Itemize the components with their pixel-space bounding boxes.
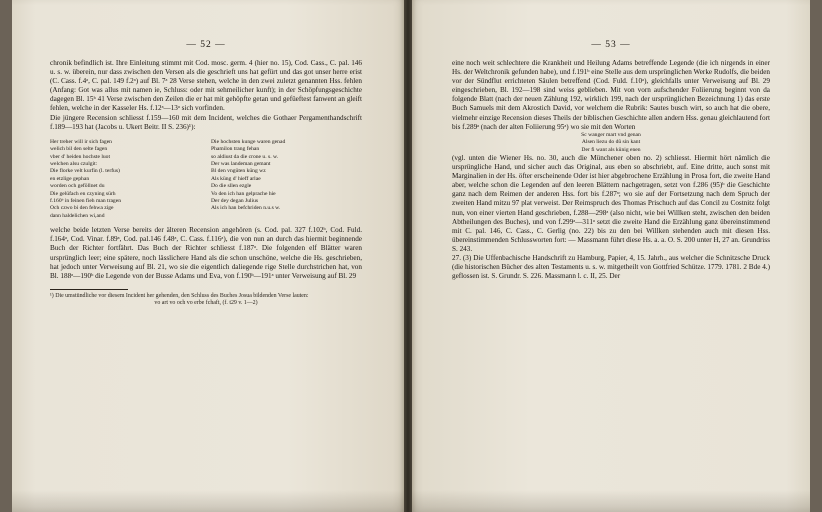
verse-line: Die hochsten kunge waren genad	[211, 138, 286, 145]
right-page-textblock	[452, 40, 770, 281]
right-page-folio: — 53 —	[591, 40, 631, 50]
verse-line: so aldiust da die crone u. s. w.	[211, 153, 279, 160]
left-page-folio: — 52 —	[186, 40, 226, 50]
verse-line: Bl den vngüten küng wz	[211, 168, 266, 175]
left-footnote	[50, 293, 362, 308]
verse-line: Sc wanger mart vnd genan	[581, 131, 641, 138]
left-paragraph-3: welche beide letzten Verse bereits der älteren Recension angehören (s. Cod. pal. 327 f.102ᵇ, Cod. Fuld. f.164ᵃ, Cod. Vinar. f.89ᵃ, Cod. pal.146 f.48ᵃ, C. Cass. f.116ᵃ), die von nun an durch das hiermit beginnende Buch der Richter fortfährt. Das Buch der Richter schliesst f.187ᵃ. Die folgenden elf Blätter waren ursprünglich leer; eine spätere, noch lässlichere Hand als die schon unschöne, welche die Hs. geschrieben, hat jedoch unter Verweisung auf Bl. 21, wo sie die eigentlich daliegende rige Stelle durchstrichen hat, von Bl. 188ᵃ—190ᵇ die Legende von der Busse Adams und Eva, von f.190ᵇ—191ᵃ unter Verweisung auf Bl. 29	[50, 226, 362, 280]
verse-line: Phamilon trang fehan	[211, 146, 260, 153]
book-gutter	[404, 0, 412, 512]
verse-line: en etzlige gephan	[50, 175, 90, 182]
verse-line: Vo den ich han gelprache hie	[211, 190, 276, 197]
verse-line: Och czwo bi den fehwa zige	[50, 205, 114, 212]
verse-line: vber d' heiden hochste luot	[50, 153, 111, 160]
left-paragraph-1: chronik befindlich ist. Ihre Einleitung stimmt mit Cod. mosc. germ. 4 (hier no. 15), Cod. Cass., C. pal. 146 u. s. w. überein, nur dass zwischen den Versen als die geschrieft uns hat gefürt und das got unser herre erist (C. Cass. f.4ᵃ, C. pal. 149 f.2ᵃ) auf Bl. 7ᵃ 28 Verse stehen, welche in den zwei zuletzt genannten Hss. fehlen (Anfang: Got was allus mit namen ie, Schluss: oder mit sehmeilicher kunft); in der Schöpfungsgeschichte dagegen Bl. 15ᵇ 41 Verse zwischen den Zeilen die er hat mit gehöpfte getan und gefüeftest fanwent an gleift fehlen, welche in der Kasseler Hs. f.12ᵃ—13ᵃ sich vorfinden.	[50, 59, 362, 113]
footnote-line-2: vo art vo och vo erbe fchaft, (f. t29 v. 1—2)	[154, 300, 258, 307]
verse-line: Als küng d' hieff arlae	[211, 175, 261, 182]
verse-line: Der fi want als künig enen	[581, 146, 641, 153]
footnote-line-1: ¹) Die umstündliche vor diesem Incident her gehenden, den Schluss des Buches Josua bildenden Verse lauten:	[50, 292, 309, 299]
left-page	[12, 0, 404, 512]
verse-line: welchen alsu czulgit:	[50, 160, 98, 167]
verse-line: Der dey degan Julius	[211, 198, 259, 204]
verse-line: f.160ᵇ in feinen fieh man tragen	[50, 198, 122, 204]
left-page-bottom-shadow	[12, 490, 404, 512]
right-page-bottom-shadow	[412, 490, 810, 512]
verse-line: Her treher will ir sich fagen	[50, 138, 112, 145]
verse-line: Do die sllen ezgle	[211, 183, 252, 190]
verse-column-right	[211, 139, 362, 220]
verse-line: worden och geföllnet du	[50, 183, 105, 190]
right-page	[412, 0, 810, 512]
verse-center-block	[452, 132, 770, 154]
right-paragraph-2: (vgl. unten die Wiener Hs. no. 30, auch die Münchener oben no. 2) schliesst. Hiermit hört nämlich die ursprüngliche Hand, und sicher auch das Original, aus eben so abschriebt, auf. Eine dritte, auch sonst mit Marginalien in der Hs. öfter erscheinende Oder ist hier abgebrochene Erzählung in Prosa fort, die zweite Hand aber, welche schon die Legenden auf den leeren Blättern nachgetragen, setzt von f.286 (95)ᵇ die Geschichte ganz nach dem Reimen der anderen Hss. fort bis f.287ᵃ; wo sie auf der Fortsetzung nach dem Spruch der zweiten Hand mitzu 97 plat verweist. Der Reimspruch des Thomas Prischuch auf das Concil zu Costnitz folgt nun, von einer vierten Hand geschrieben, f.288—298ᵃ (also nicht, wie bei Willken steht, zwischen den beiden Abtheilungen des Buches), und von f.299ᵃ—311ᵃ setzt die zweite Hand die Erzählung ganz übereinstimmend mit C. pal. 146, C. Cass., C. Gerlig (no. 22) bis zu den bei Willken stehenden auch mit diesen Hss. übereinstimmenden Schlussworten fort: — Massmann führt diese Hs. a. a. O. S. 200 unter H, 27 an. Grundriss S. 243.	[452, 153, 770, 253]
verse-line: welich bil den selte fagen	[50, 146, 108, 153]
left-paragraph-2: Die jüngere Recension schliesst f.159—160 mit dem Incident, welches die Gothaer Pergamenthandschrift f.189—193 hat (Jacobs u. Ukert Beitr. II S. 236)¹):	[50, 113, 362, 131]
verse-line: Als ich han befchriden n.u.s w.	[211, 205, 281, 212]
left-page-textblock	[50, 40, 362, 308]
verse-line: Der was landeman gemant	[211, 160, 271, 167]
footnote-rule	[50, 289, 128, 290]
right-paragraph-3: 27. (3) Die Uffenbachische Handschrift zu Hamburg, Papier, 4, 15. Jahrh., aus welcher die Schnitzsche Druck (die historischen Bücher des alten Testaments u. s. w. mitgetheilt von Gottfried Schütze. 1779. 1781. 2 Bde 4.) geflossen ist. S. Grundr. S. 226. Massmann l. c. II, 25. Der	[452, 254, 770, 281]
verse-line: Die florke velt kurfin (l. terfus)	[50, 168, 120, 175]
verse-block-upper	[50, 139, 362, 220]
verse-line: Alsen liezu do dû sin kant	[581, 139, 641, 146]
verse-column-left	[50, 139, 201, 220]
verse-line: Die gelüfach en czyning sürh	[50, 190, 116, 197]
verse-line: dann haldelichen wi,and	[50, 212, 105, 219]
right-paragraph-1: eine noch weit schlechtere die Krankheit und Heilung Adams betreffende Legende (die ich nirgends in einer Hs. der Weltchronik gefunden habe), und f.191ᵇ eine Stelle aus dem ursprünglichen Werke Rudolfs, die beiden vor der Sündflut errichteten Säulen betreffend (Cod. Fuld. f.10ᵃ), gleichfalls unter Verweisung auf Bl. 29 eingeschrieben, Bl. 192—198 sind weiss geblieben. Mit von vorn aufschender Foliierung beginnt von da folgende Blatt (nach der neuen Zählung 192, wirklich 199, nach der ursprünglichen Bezeichnung 1) das erste Buch Samuels mit dem Akrostich David, vor welchem die Rubrik: Sautes busch wirt, so auch hat die obere, vielmehr einzige Recension dieses Theils der biblischen Geschichte allen andern Hss. genau gleichlautend fort bis f.289ᵃ (nach der alten Foliierung 95ᵃ) wo sie mit den Worten	[452, 59, 771, 131]
